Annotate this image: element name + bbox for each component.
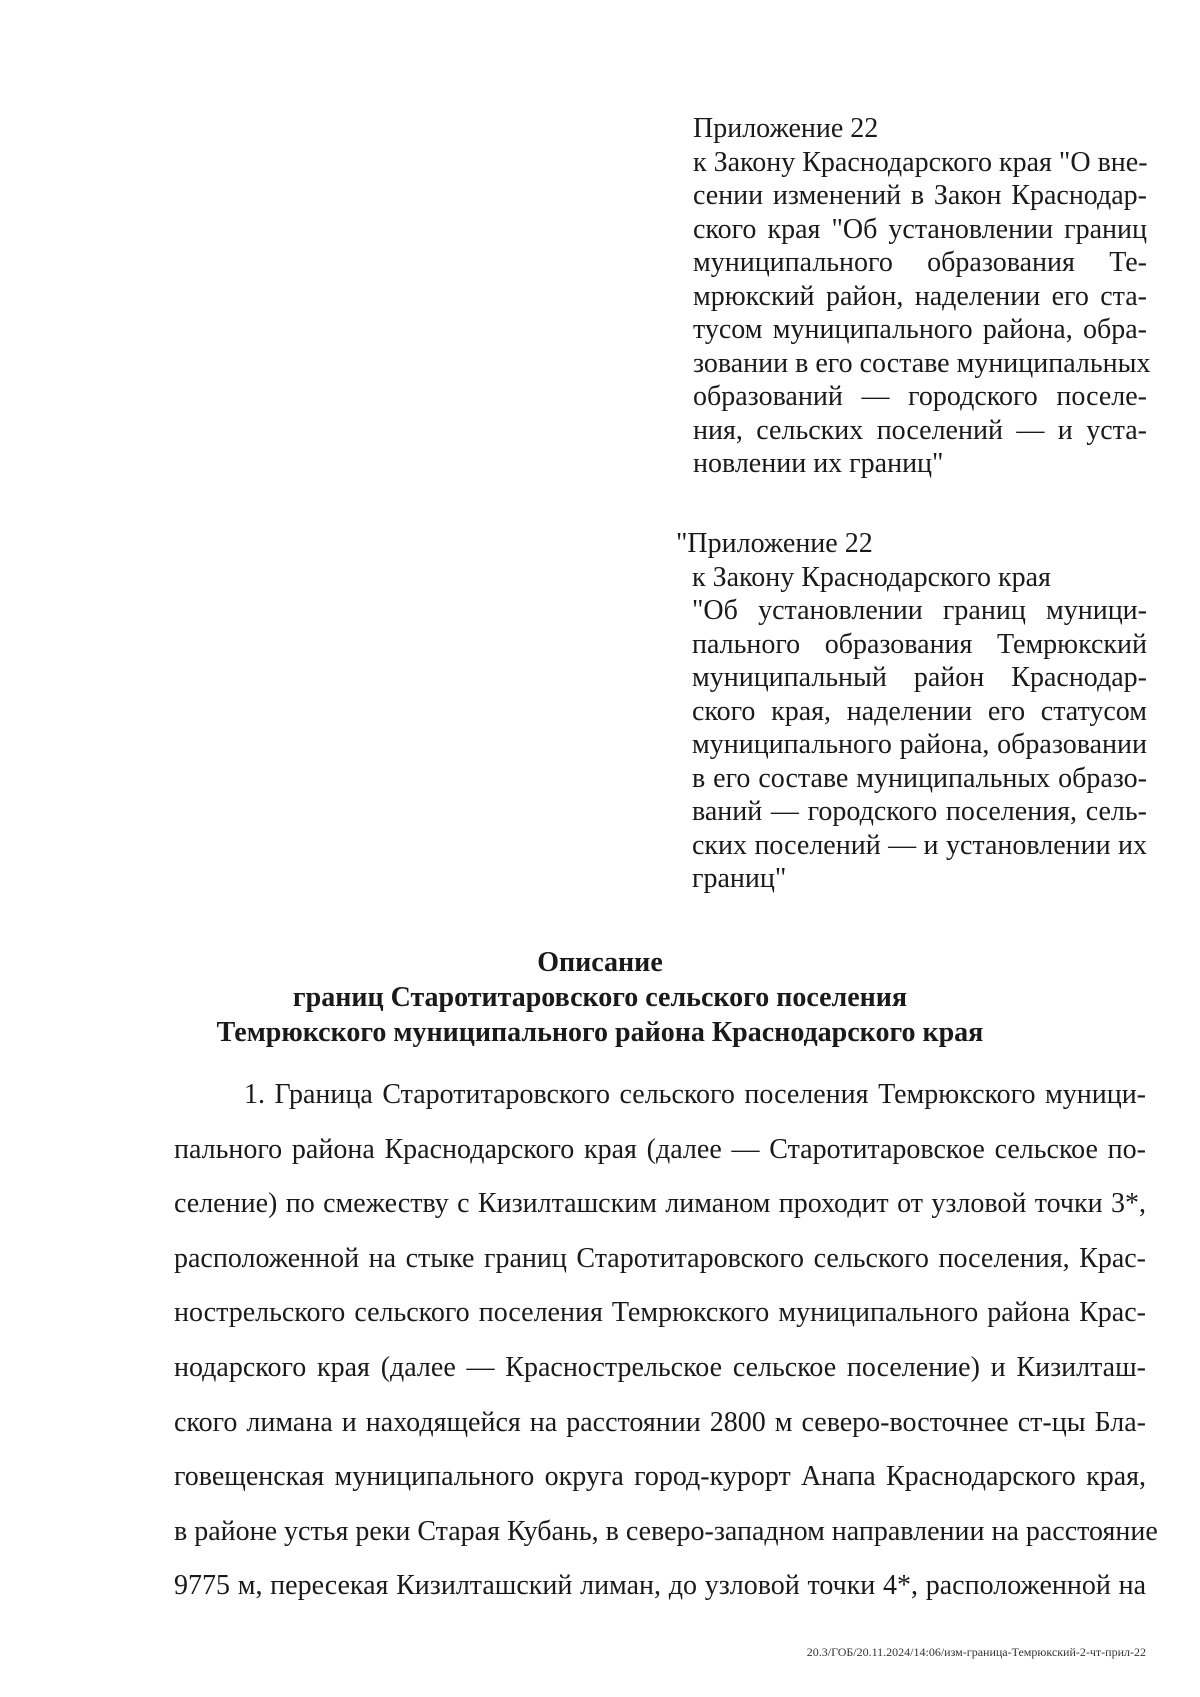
- body-line: говещенская муниципального округа город-курорт Анапа Краснодарского края,: [174, 1461, 1146, 1493]
- appendix-line: "Приложение 22: [676, 528, 873, 559]
- appendix-line: ских поселений — и установлении их: [692, 829, 1147, 861]
- appendix-line: к Закону Краснодарского края: [692, 561, 1051, 593]
- body-line: нострельского сельского поселения Темрюкского муниципального района Крас-: [174, 1297, 1146, 1329]
- body-line: 9775 м, пересекая Кизилташский лиман, до узловой точки 4*, расположенной на: [174, 1570, 1146, 1602]
- appendix-line: сении изменений в Закон Краснодар-: [693, 180, 1147, 211]
- appendix-line: ского края, наделении его статусом: [692, 695, 1147, 727]
- appendix-line: новлении их границ": [693, 448, 944, 479]
- body-line: селение) по смежеству с Кизилташским лиманом проходит от узловой точки 3*,: [174, 1188, 1146, 1220]
- title-line: Описание: [537, 947, 663, 978]
- appendix-header-original: [676, 527, 1147, 896]
- appendix-line: муниципального образования Те-: [693, 247, 1147, 278]
- title-line: Темрюкского муниципального района Краснодарского края: [216, 1017, 984, 1048]
- document-footer-stamp: 20.3/ГОБ/20.11.2024/14:06/изм-граница-Темрюкский-2-чт-прил-22: [806, 1645, 1146, 1659]
- appendix-line: Приложение 22: [693, 113, 879, 144]
- body-line: в районе устья реки Старая Кубань, в северо-западном направлении на расстояние: [174, 1515, 1158, 1547]
- appendix-header-amendment: [693, 112, 1151, 481]
- appendix-line: в его составе муниципальных образо-: [692, 762, 1147, 794]
- appendix-line: ского края "Об установлении границ: [693, 213, 1147, 245]
- appendix-line: мрюкский район, наделении его ста-: [693, 280, 1147, 312]
- document-title: [100, 945, 1100, 1050]
- appendix-line: муниципального района, образовании: [692, 729, 1147, 760]
- appendix-line: ния, сельских поселений — и уста-: [693, 414, 1147, 446]
- appendix-line: пального образования Темрюкский: [692, 628, 1147, 660]
- body-line: нодарского края (далее — Краснострельское сельское поселение) и Кизилташ-: [174, 1351, 1146, 1383]
- appendix-line: тусом муниципального района, обра-: [693, 314, 1147, 345]
- appendix-line: образований — городского поселе-: [693, 381, 1147, 412]
- body-line: пального района Краснодарского края (далее — Старотитаровское сельское по-: [174, 1133, 1146, 1165]
- title-line: границ Старотитаровского сельского поселения: [292, 982, 908, 1013]
- body-line: ского лимана и находящейся на расстоянии 2800 м северо-восточнее ст-цы Бла-: [174, 1406, 1146, 1438]
- appendix-line: "Об установлении границ муници-: [692, 595, 1147, 626]
- appendix-line: к Закону Краснодарского края "О вне-: [693, 146, 1148, 178]
- appendix-line: границ": [692, 863, 787, 894]
- body-line: 1. Граница Старотитаровского сельского поселения Темрюкского муници-: [244, 1079, 1146, 1110]
- body-paragraph: [174, 1068, 1158, 1614]
- appendix-line: зовании в его составе муниципальных: [693, 347, 1151, 379]
- appendix-line: муниципальный район Краснодар-: [692, 662, 1147, 693]
- body-line: расположенной на стыке границ Старотитаровского сельского поселения, Крас-: [174, 1242, 1146, 1274]
- appendix-line: ваний — городского поселения, сель-: [692, 796, 1147, 827]
